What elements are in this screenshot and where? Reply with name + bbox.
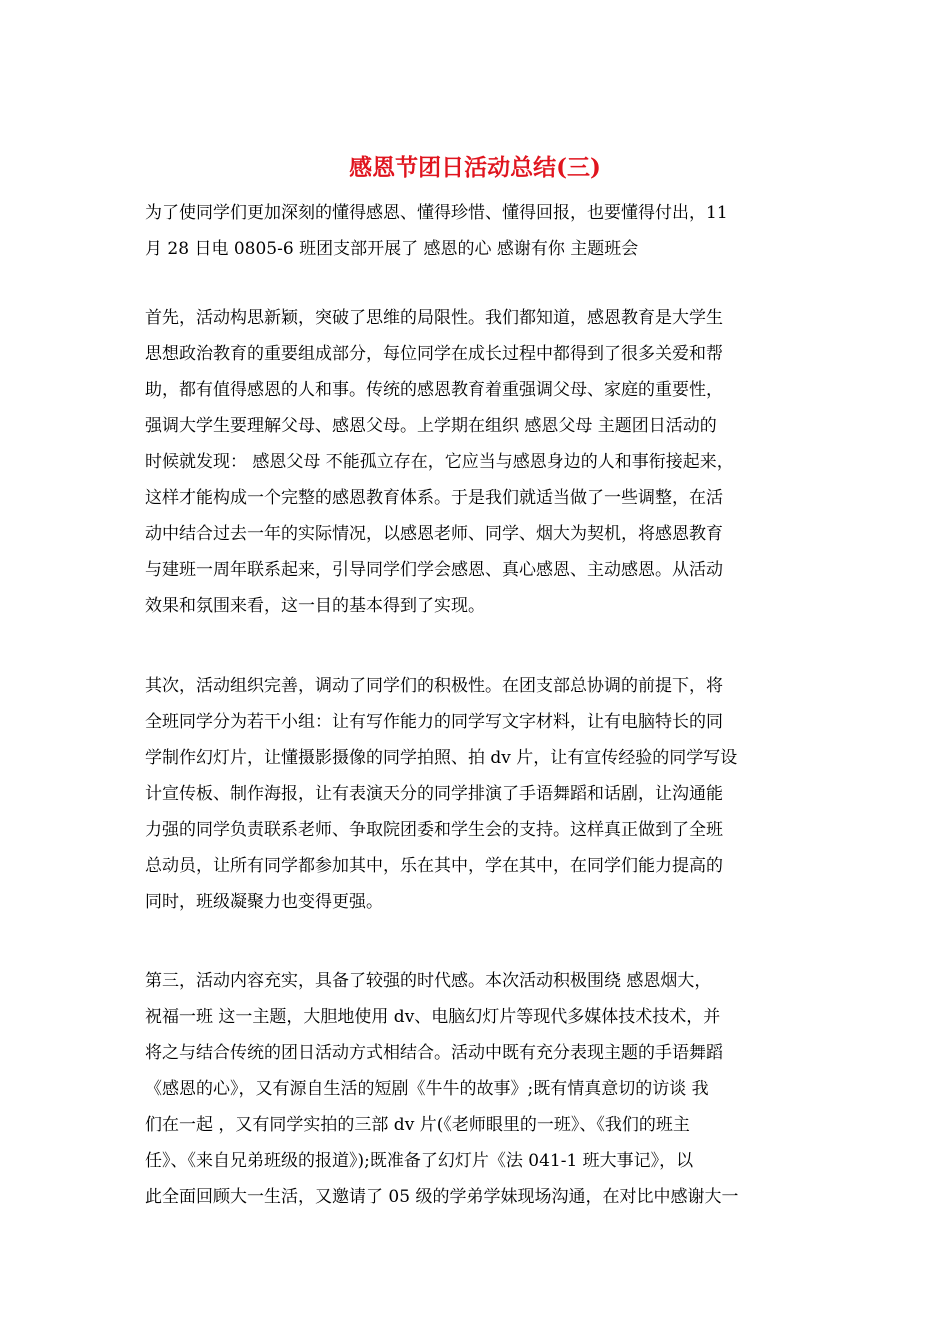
- paragraph-2-line-1: 首先，活动构思新颖，突破了思维的局限性。我们都知道，感恩教育是大学生: [145, 308, 723, 328]
- paragraph-2-line-3: 助，都有值得感恩的人和事。传统的感恩教育着重强调父母、家庭的重要性，: [145, 380, 723, 400]
- paragraph-2-line-5: 时候就发现： 感恩父母 不能孤立存在，它应当与感恩身边的人和事衔接起来，: [145, 452, 734, 472]
- paragraph-3-line-3: 学制作幻灯片，让懂摄影摄像的同学拍照、拍 dv 片，让有宣传经验的同学写设: [145, 748, 738, 768]
- paragraph-4-line-4: 《感恩的心》，又有源自生活的短剧《牛牛的故事》;既有情真意切的访谈 我: [145, 1079, 709, 1099]
- paragraph-2-line-9: 效果和氛围来看，这一目的基本得到了实现。: [145, 596, 485, 616]
- paragraph-4-line-6: 任》、《来自兄弟班级的报道》);既准备了幻灯片《法 041-1 班大事记》，以: [145, 1151, 694, 1171]
- paragraph-3-line-1: 其次，活动组织完善，调动了同学们的积极性。在团支部总协调的前提下，将: [145, 676, 723, 696]
- paragraph-3-line-6: 总动员，让所有同学都参加其中，乐在其中，学在其中，在同学们能力提高的: [145, 856, 723, 876]
- paragraph-3-line-2: 全班同学分为若干小组：让有写作能力的同学写文字材料，让有电脑特长的同: [145, 712, 723, 732]
- document-title: 感恩节团日活动总结(三): [349, 154, 601, 181]
- paragraph-1-line-1: 为了使同学们更加深刻的懂得感恩、懂得珍惜、懂得回报，也要懂得付出，11: [145, 203, 728, 223]
- paragraph-2-line-2: 思想政治教育的重要组成部分，每位同学在成长过程中都得到了很多关爱和帮: [145, 344, 723, 364]
- paragraph-4-line-5: 们在一起 ，又有同学实拍的三部 dv 片(《老师眼里的一班》、《我们的班主: [145, 1115, 690, 1135]
- paragraph-1-line-2: 月 28 日电 0805-6 班团支部开展了 感恩的心 感谢有你 主题班会: [145, 239, 639, 259]
- paragraph-4-line-2: 祝福一班 这一主题，大胆地使用 dv、电脑幻灯片等现代多媒体技术技术，并: [145, 1007, 721, 1027]
- paragraph-2-line-4: 强调大学生要理解父母、感恩父母。上学期在组织 感恩父母 主题团日活动的: [145, 416, 717, 436]
- paragraph-2-line-6: 这样才能构成一个完整的感恩教育体系。于是我们就适当做了一些调整，在活: [145, 488, 723, 508]
- paragraph-4-line-3: 将之与结合传统的团日活动方式相结合。活动中既有充分表现主题的手语舞蹈: [145, 1043, 723, 1063]
- paragraph-2-line-8: 与建班一周年联系起来，引导同学们学会感恩、真心感恩、主动感恩。从活动: [145, 560, 723, 580]
- paragraph-4-line-7: 此全面回顾大一生活，又邀请了 05 级的学弟学妹现场沟通，在对比中感谢大一: [145, 1187, 739, 1207]
- paragraph-3-line-7: 同时，班级凝聚力也变得更强。: [145, 892, 383, 912]
- paragraph-3-line-5: 力强的同学负责联系老师、争取院团委和学生会的支持。这样真正做到了全班: [145, 820, 723, 840]
- paragraph-2-line-7: 动中结合过去一年的实际情况，以感恩老师、同学、烟大为契机，将感恩教育: [145, 524, 723, 544]
- paragraph-3-line-4: 计宣传板、制作海报，让有表演天分的同学排演了手语舞蹈和话剧，让沟通能: [145, 784, 723, 804]
- paragraph-4-line-1: 第三，活动内容充实，具备了较强的时代感。本次活动积极围绕 感恩烟大，: [145, 971, 712, 991]
